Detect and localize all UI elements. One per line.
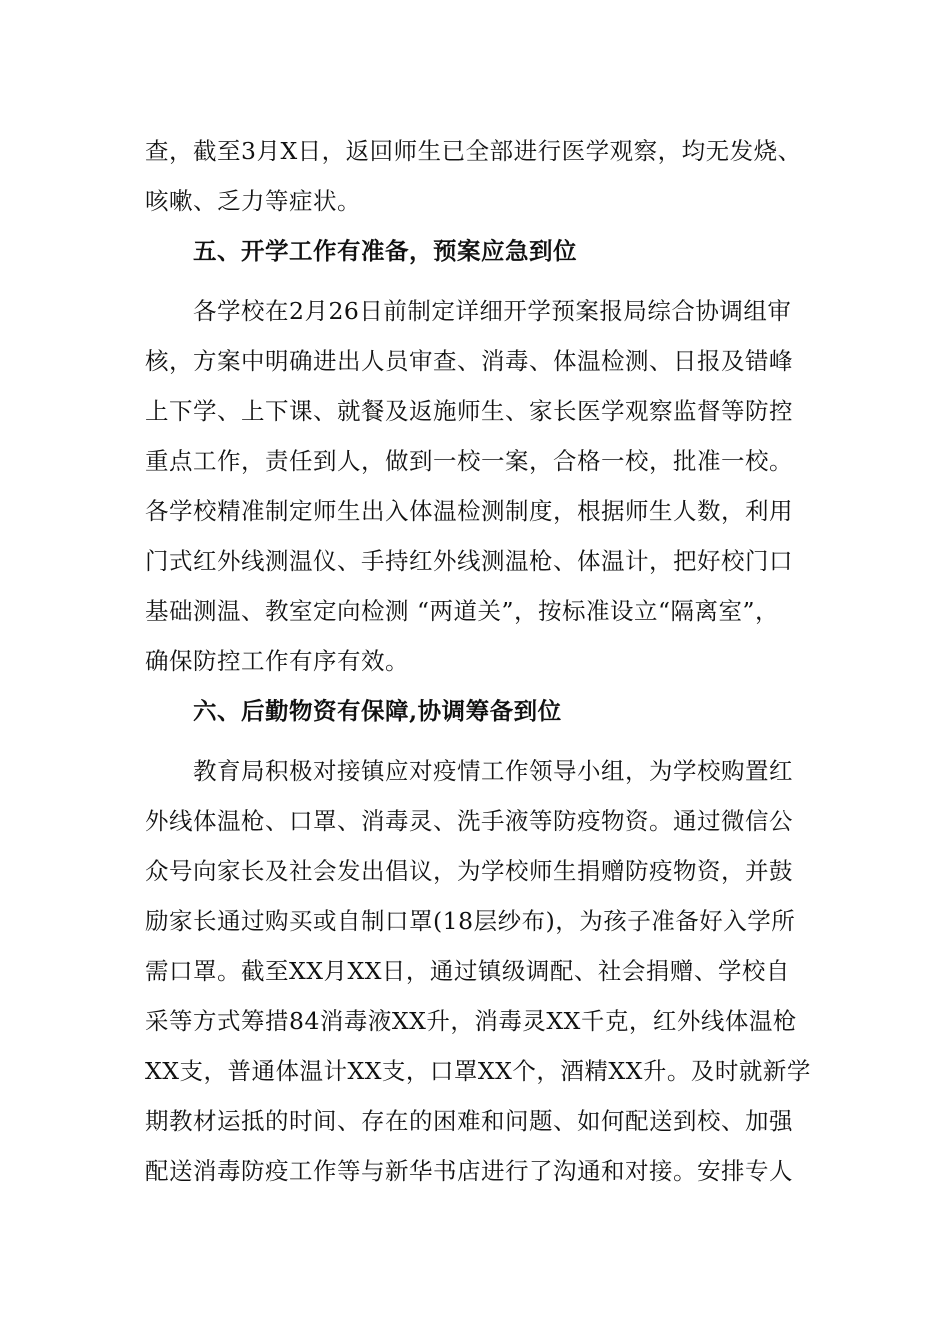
body-text-line: 配送消毒防疫工作等与新华书店进行了沟通和对接。安排专人	[145, 1157, 793, 1185]
body-text-line: 各学校在2月26日前制定详细开学预案报局综合协调组审	[193, 297, 792, 325]
body-text-line: 期教材运抵的时间、存在的困难和问题、如何配送到校、加强	[145, 1107, 793, 1135]
body-text-line: 各学校精准制定师生出入体温检测制度，根据师生人数，利用	[145, 497, 793, 525]
section-heading-6: 六、后勤物资有保障,协调筹备到位	[193, 697, 562, 725]
body-text-line: 基础测温、教室定向检测 “两道关”，按标准设立“隔离室”，	[145, 597, 780, 625]
body-text-line: 采等方式筹措84消毒液XX升，消毒灵XX千克，红外线体温枪	[145, 1007, 797, 1035]
body-text-line: 确保防控工作有序有效。	[145, 647, 409, 675]
body-text-line: 外线体温枪、口罩、消毒灵、洗手液等防疫物资。通过微信公	[145, 807, 793, 835]
body-text-line: XX支，普通体温计XX支，口罩XX个，酒精XX升。及时就新学	[145, 1057, 811, 1085]
body-text-line: 教育局积极对接镇应对疫情工作领导小组，为学校购置红	[193, 757, 793, 785]
body-text-line: 需口罩。截至XX月XX日，通过镇级调配、社会捐赠、学校自	[145, 957, 790, 985]
body-text-line: 查，截至3月X日，返回师生已全部进行医学观察，均无发烧、	[145, 137, 802, 165]
body-text-line: 咳嗽、乏力等症状。	[145, 187, 361, 215]
body-text-line: 重点工作，责任到人，做到一校一案，合格一校，批准一校。	[145, 447, 793, 475]
body-text-line: 励家长通过购买或自制口罩(18层纱布)，为孩子准备好入学所	[145, 907, 796, 935]
body-text-line: 门式红外线测温仪、手持红外线测温枪、体温计，把好校门口	[145, 547, 793, 575]
section-heading-5: 五、开学工作有准备，预案应急到位	[193, 237, 577, 265]
body-text-line: 核，方案中明确进出人员审查、消毒、体温检测、日报及错峰	[145, 347, 793, 375]
body-text-line: 上下学、上下课、就餐及返施师生、家长医学观察监督等防控	[145, 397, 793, 425]
body-text-line: 众号向家长及社会发出倡议，为学校师生捐赠防疫物资，并鼓	[145, 857, 793, 885]
